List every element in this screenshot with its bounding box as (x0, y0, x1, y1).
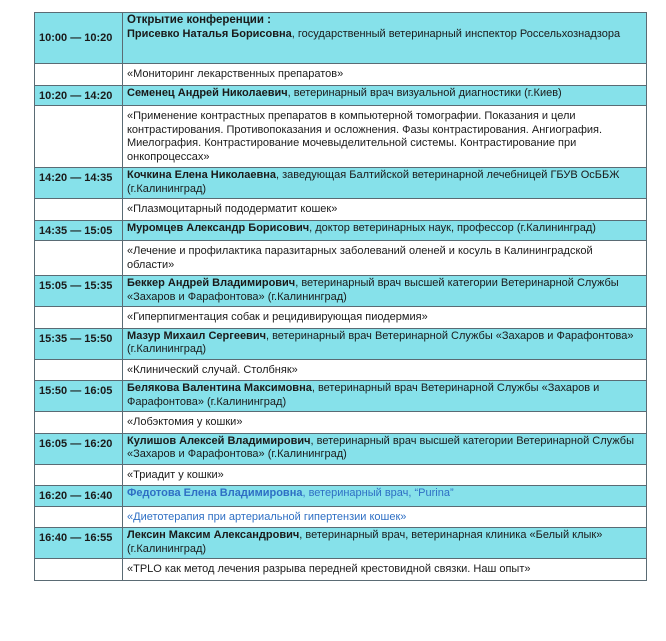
speaker-cell (123, 220, 647, 241)
speaker-role: , ветеринарный врач Ветеринарной Службы «Захаров и Фарафонтова» (г.Калининград) (127, 382, 600, 408)
talk-title: «Применение контрастных препаратов в компьютерной томографии. Показания и цели контрастирования. Противопоказания и осложнения. Фазы контрастирования. Ангиография. Миелография. Контрастирование мочевыделительной системы. Контрастирование при онкопроцессах» (123, 106, 647, 168)
speaker-role: , ветеринарный врач высшей категории Ветеринарной Службы «Захаров и Фарафонтова» (г.Калининград) (127, 434, 634, 460)
time-slot: 15:05 — 15:35 (35, 276, 123, 307)
time-spacer (35, 464, 123, 486)
time-spacer (35, 241, 123, 276)
speaker-role: , ветеринарный врач, ветеринарная клиника «Белый клык» (г.Калининград) (127, 529, 603, 555)
schedule-speaker-row (35, 85, 647, 106)
speaker-name: Муромцев Александр Борисович (127, 221, 310, 234)
time-slot: 15:50 — 16:05 (35, 381, 123, 412)
talk-title: «Плазмоцитарный пододерматит кошек» (123, 199, 647, 221)
schedule-talk-row (35, 199, 647, 221)
speaker-name: Беккер Андрей Владимирович (127, 277, 296, 289)
talk-title: «Клинический случай. Столбняк» (123, 359, 647, 381)
opening-title: Открытие конференции : (127, 14, 271, 26)
speaker-cell (123, 13, 647, 64)
talk-title: «Триадит у кошки» (123, 464, 647, 486)
speaker-cell (123, 528, 647, 559)
schedule-talk-row (35, 64, 647, 86)
schedule-talk-row (35, 241, 647, 276)
speaker-name: Кочкина Елена Николаевна (127, 169, 277, 181)
talk-title: «TPLO как метод лечения разрыва передней крестовидной связки. Наш опыт» (123, 559, 647, 581)
speaker-cell (123, 328, 647, 359)
speaker-name: Мазур Михаил Сергеевич (127, 329, 266, 342)
time-spacer (35, 199, 123, 221)
speaker-name: Присевко Наталья Борисовна (127, 27, 292, 40)
time-slot: 14:35 — 15:05 (35, 220, 123, 241)
speaker-role: , заведующая Балтийской ветеринарной лечебницей ГБУВ ОсББЖ (г.Калининград) (127, 169, 620, 195)
speaker-role: , государственный ветеринарный инспектор Россельхознадзора (291, 27, 621, 40)
speaker-name: Семенец Андрей Николаевич (127, 86, 288, 99)
time-spacer (35, 106, 123, 168)
schedule-speaker-row (35, 328, 647, 359)
time-slot: 16:20 — 16:40 (35, 486, 123, 507)
schedule-talk-row (35, 464, 647, 486)
speaker-role: , ветеринарный врач высшей категории Ветеринарной Службы «Захаров и Фарафонтова» (г.Калининград) (127, 277, 619, 303)
time-slot: 14:20 — 14:35 (35, 168, 123, 199)
speaker-cell (123, 381, 647, 412)
schedule-talk-row (35, 412, 647, 434)
time-slot: 15:35 — 15:50 (35, 328, 123, 359)
talk-title: «Лобэктомия у кошки» (123, 412, 647, 434)
schedule-speaker-row (35, 276, 647, 307)
time-spacer (35, 559, 123, 581)
schedule-talk-row (35, 359, 647, 381)
speaker-role: , ветеринарный врач визуальной диагностики (г.Киев) (287, 86, 562, 99)
talk-title: «Гиперпигментация собак и рецидивирующая пиодермия» (123, 307, 647, 329)
speaker-name: Лексин Максим Александрович (127, 529, 300, 541)
time-spacer (35, 412, 123, 434)
time-spacer (35, 307, 123, 329)
schedule-speaker-row (35, 528, 647, 559)
speaker-cell (123, 433, 647, 464)
time-spacer (35, 64, 123, 86)
time-spacer (35, 506, 123, 528)
speaker-name: Кулишов Алексей Владимирович (127, 434, 311, 447)
time-slot: 10:20 — 14:20 (35, 85, 123, 106)
schedule-speaker-row (35, 486, 647, 507)
talk-title: «Диетотерапия при артериальной гипертензии кошек» (123, 506, 647, 528)
time-spacer (35, 359, 123, 381)
schedule-talk-row (35, 106, 647, 168)
speaker-role: , ветеринарный врач, “Purina” (302, 487, 454, 499)
schedule-talk-row (35, 506, 647, 528)
speaker-cell (123, 276, 647, 307)
time-slot: 16:40 — 16:55 (35, 528, 123, 559)
schedule-speaker-row (35, 381, 647, 412)
conference-schedule-table (34, 12, 647, 581)
schedule-speaker-row (35, 168, 647, 199)
talk-title: «Лечение и профилактика паразитарных заболеваний оленей и косуль в Калининградской области» (123, 241, 647, 276)
speaker-cell (123, 85, 647, 106)
speaker-role: , ветеринарный врач Ветеринарной Службы «Захаров и Фарафонтова» (г.Калининград) (127, 329, 634, 355)
schedule-talk-row (35, 307, 647, 329)
schedule-speaker-row (35, 13, 647, 64)
schedule-speaker-row (35, 433, 647, 464)
speaker-role: , доктор ветеринарных наук, профессор (г.Калининград) (309, 221, 596, 234)
speaker-name: Белякова Валентина Максимовна (127, 382, 312, 394)
schedule-talk-row (35, 559, 647, 581)
time-slot: 16:05 — 16:20 (35, 433, 123, 464)
talk-title: «Мониторинг лекарственных препаратов» (123, 64, 647, 86)
time-slot: 10:00 — 10:20 (35, 13, 123, 64)
speaker-cell (123, 168, 647, 199)
speaker-name: Федотова Елена Владимировна (127, 487, 303, 499)
schedule-speaker-row (35, 220, 647, 241)
speaker-cell (123, 486, 647, 507)
